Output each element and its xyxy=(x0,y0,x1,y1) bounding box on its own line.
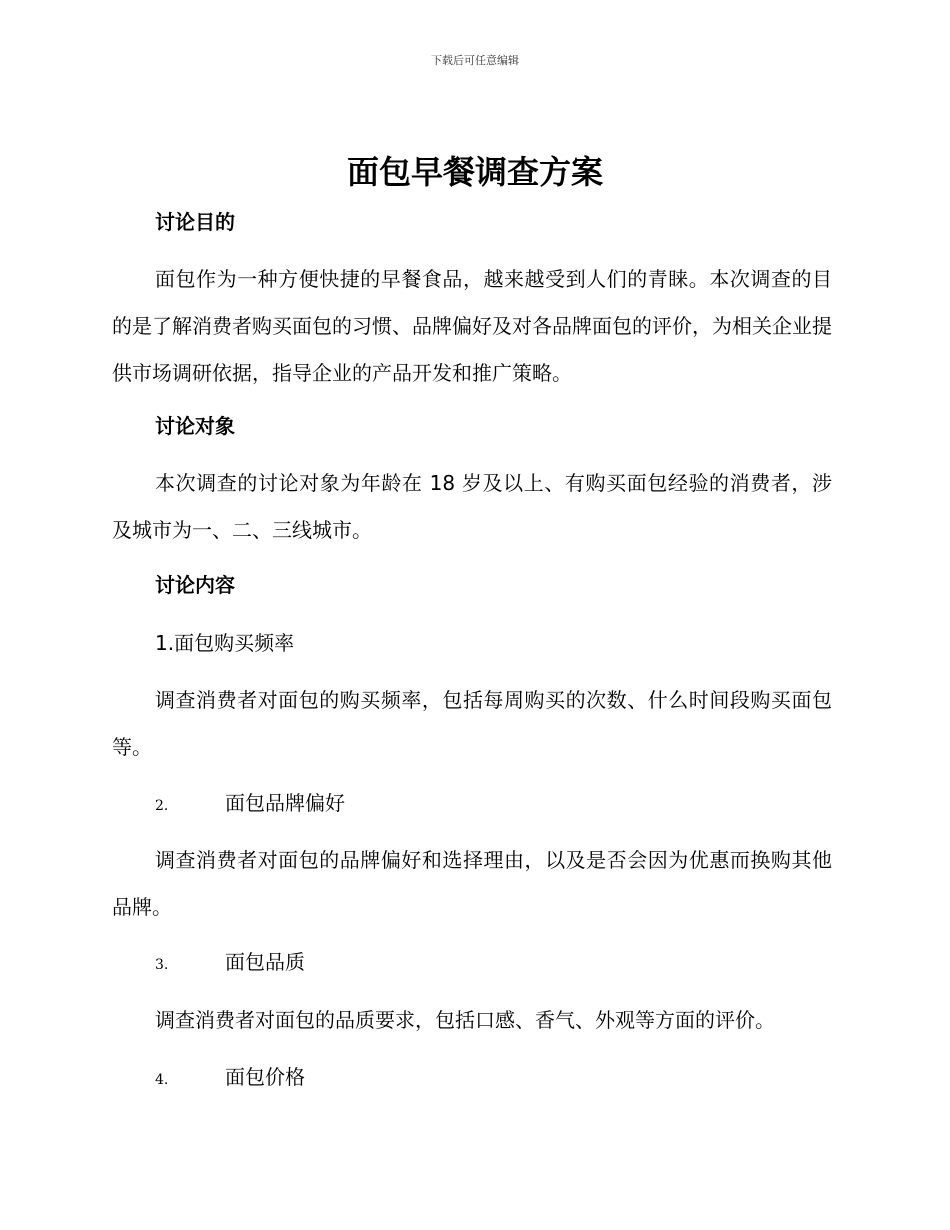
content-item-2-body: 调查消费者对面包的品牌偏好和选择理由，以及是否会因为优惠而换购其他品牌。 xyxy=(112,848,832,919)
section-heading-subjects: 讨论对象 xyxy=(155,414,235,438)
content-item-3-number: 3. xyxy=(155,957,169,973)
content-item-4-label: 面包价格 xyxy=(225,1065,305,1089)
section-heading-purpose: 讨论目的 xyxy=(155,210,235,234)
content-item-2-label: 面包品牌偏好 xyxy=(225,791,345,815)
content-item-3-body: 调查消费者对面包的品质要求，包括口感、香气、外观等方面的评价。 xyxy=(155,1008,775,1032)
content-item-2-heading xyxy=(155,789,345,820)
content-item-2-number: 2. xyxy=(155,798,169,814)
content-item-1-label: 1.面包购买频率 xyxy=(155,631,295,655)
content-item-3-label: 面包品质 xyxy=(225,950,305,974)
paragraph-purpose: 面包作为一种方便快捷的早餐食品，越来越受到人们的青睐。本次调查的目的是了解消费者购买面包的习惯、品牌偏好及对各品牌面包的评价，为相关企业提供市场调研依据，指导企业的产品开发和推广策略。 xyxy=(112,267,832,385)
content-item-1-body: 调查消费者对面包的购买频率，包括每周购买的次数、什么时间段购买面包等。 xyxy=(112,688,832,759)
content-item-4-heading xyxy=(155,1063,305,1094)
document-title: 面包早餐调查方案 xyxy=(346,153,603,191)
paragraph-subjects: 本次调查的讨论对象为年龄在 18 岁及以上、有购买面包经验的消费者，涉及城市为一、二、三线城市。 xyxy=(112,471,832,542)
section-heading-content: 讨论内容 xyxy=(155,573,235,597)
content-item-3-heading xyxy=(155,948,305,979)
content-item-4-number: 4. xyxy=(155,1072,169,1088)
page-header-note: 下载后可任意编辑 xyxy=(431,54,519,67)
